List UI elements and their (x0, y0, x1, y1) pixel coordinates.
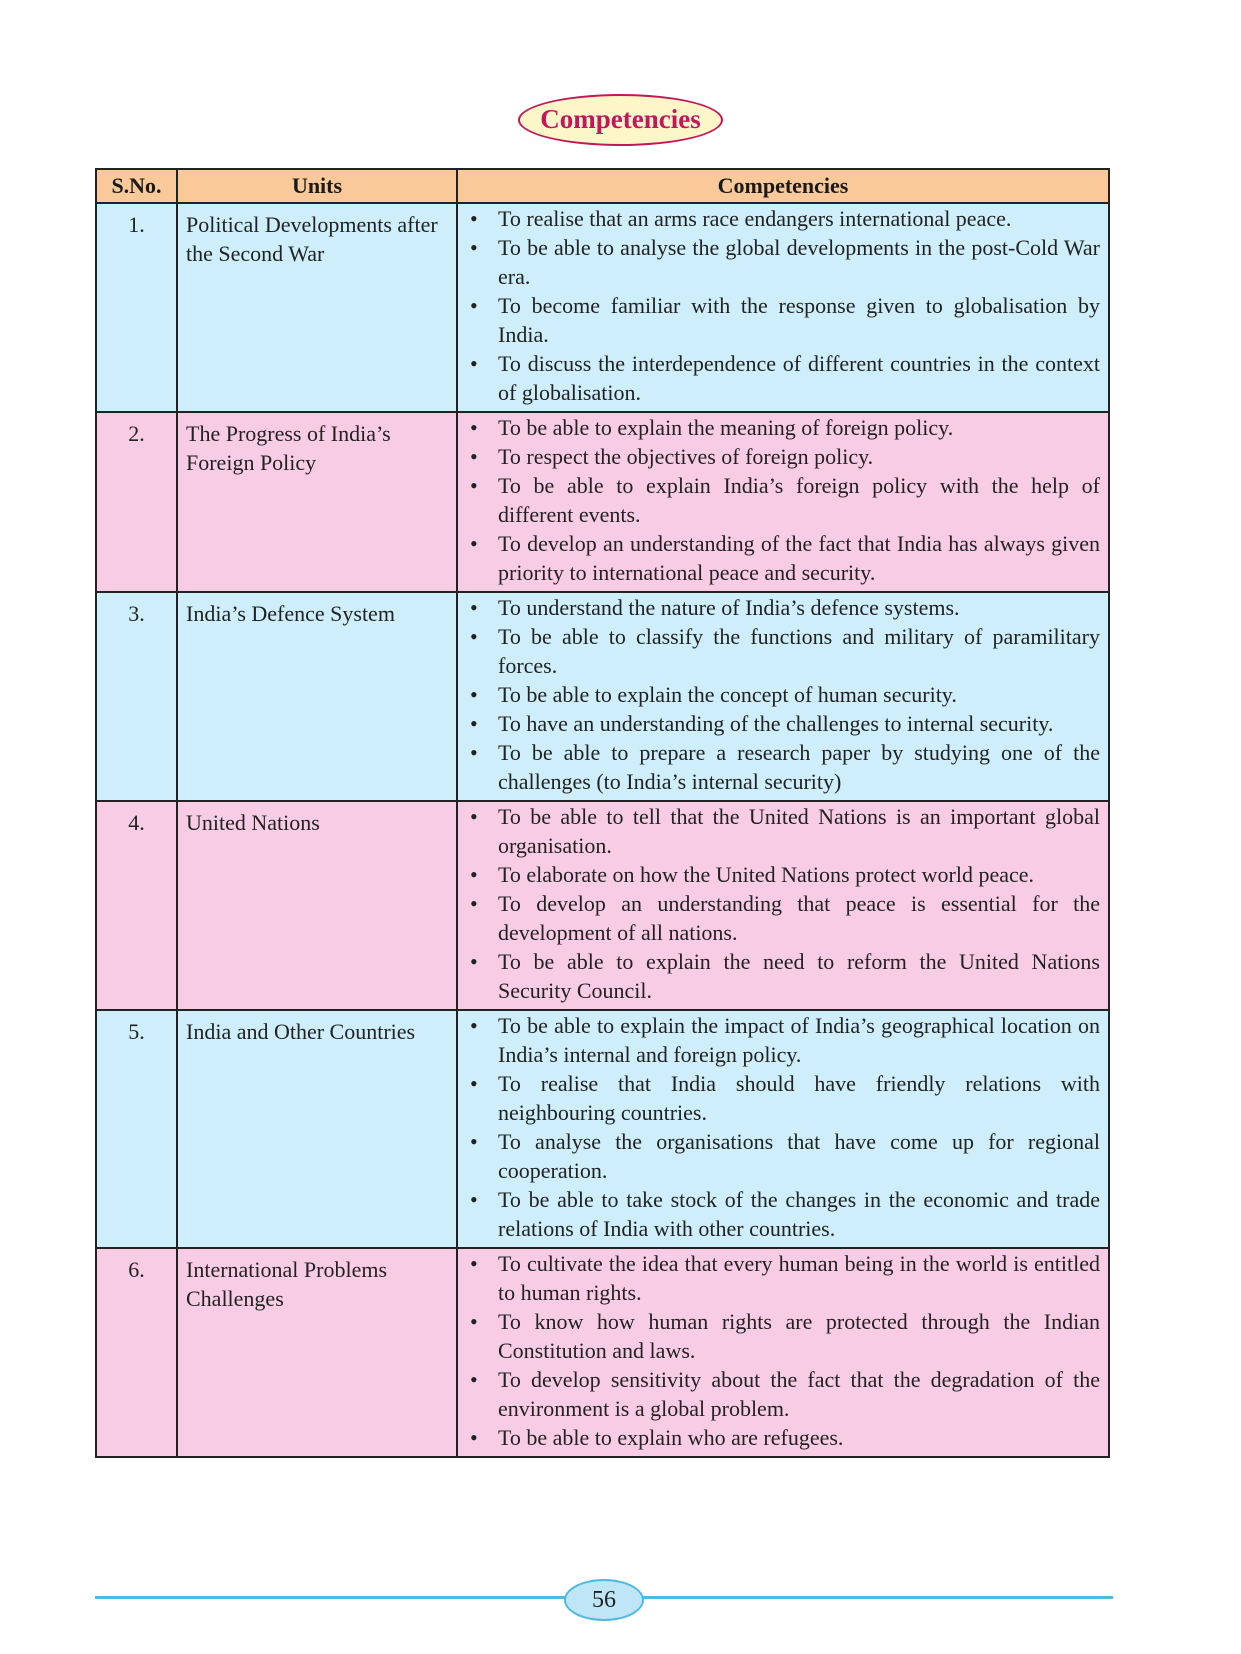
competency-item: • To cultivate the idea that every human being in the world is entitled to human rights. (464, 1249, 1100, 1307)
competency-list (464, 1249, 1100, 1452)
header-sno: S.No. (96, 169, 177, 203)
competency-item: • To be able to prepare a research paper by studying one of the challenges (to India’s internal security) (464, 738, 1100, 796)
competency-item: • To be able to explain who are refugees. (464, 1423, 1100, 1452)
competency-item: • To realise that an arms race endangers international peace. (464, 204, 1100, 233)
competency-list (464, 802, 1100, 1005)
competency-item: • To be able to explain India’s foreign policy with the help of different events. (464, 471, 1100, 529)
competency-item: • To have an understanding of the challenges to internal security. (464, 709, 1100, 738)
competency-item: • To be able to take stock of the changes in the economic and trade relations of India with other countries. (464, 1185, 1100, 1243)
row-sno: 2. (96, 412, 177, 592)
competency-item: • To be able to classify the functions and military of paramilitary forces. (464, 622, 1100, 680)
row-competencies (457, 203, 1109, 412)
competency-item: • To be able to explain the concept of human security. (464, 680, 1100, 709)
row-sno: 3. (96, 592, 177, 801)
competency-item: • To realise that India should have friendly relations with neighbouring countries. (464, 1069, 1100, 1127)
competency-item: • To be able to explain the meaning of foreign policy. (464, 413, 1100, 442)
table-row (96, 412, 1109, 592)
row-unit: India and Other Countries (177, 1010, 457, 1248)
row-competencies (457, 801, 1109, 1010)
row-unit: The Progress of India’s Foreign Policy (177, 412, 457, 592)
competencies-table (95, 168, 1110, 1458)
title-area (0, 94, 1241, 146)
table-row (96, 203, 1109, 412)
row-competencies (457, 1010, 1109, 1248)
row-sno: 1. (96, 203, 177, 412)
table-header-row (96, 169, 1109, 203)
row-sno: 5. (96, 1010, 177, 1248)
competency-item: • To discuss the interdependence of different countries in the context of globalisation. (464, 349, 1100, 407)
row-unit: United Nations (177, 801, 457, 1010)
competency-list (464, 593, 1100, 796)
competency-item: • To know how human rights are protected through the Indian Constitution and laws. (464, 1307, 1100, 1365)
competency-item: • To develop an understanding that peace is essential for the development of all nations. (464, 889, 1100, 947)
competency-item: • To develop an understanding of the fact that India has always given priority to international peace and security. (464, 529, 1100, 587)
table-row (96, 1010, 1109, 1248)
page-number: 56 (564, 1579, 644, 1621)
table-row (96, 801, 1109, 1010)
page-title: Competencies (518, 94, 722, 146)
table-row (96, 592, 1109, 801)
competency-item: • To respect the objectives of foreign policy. (464, 442, 1100, 471)
competency-item: • To become familiar with the response given to globalisation by India. (464, 291, 1100, 349)
competency-item: • To be able to tell that the United Nations is an important global organisation. (464, 802, 1100, 860)
row-sno: 4. (96, 801, 177, 1010)
row-unit: International Problems Challenges (177, 1248, 457, 1457)
row-sno: 6. (96, 1248, 177, 1457)
competency-item: • To develop sensitivity about the fact that the degradation of the environment is a global problem. (464, 1365, 1100, 1423)
row-unit: Political Developments after the Second War (177, 203, 457, 412)
competency-list (464, 1011, 1100, 1243)
row-competencies (457, 592, 1109, 801)
row-competencies (457, 1248, 1109, 1457)
competency-list (464, 204, 1100, 407)
competency-item: • To be able to analyse the global developments in the post-Cold War era. (464, 233, 1100, 291)
header-competencies: Competencies (457, 169, 1109, 203)
row-competencies (457, 412, 1109, 592)
competency-item: • To analyse the organisations that have come up for regional cooperation. (464, 1127, 1100, 1185)
table-row (96, 1248, 1109, 1457)
row-unit: India’s Defence System (177, 592, 457, 801)
competency-item: • To understand the nature of India’s defence systems. (464, 593, 1100, 622)
header-units: Units (177, 169, 457, 203)
competency-item: • To elaborate on how the United Nations protect world peace. (464, 860, 1100, 889)
competency-list (464, 413, 1100, 587)
competency-item: • To be able to explain the need to reform the United Nations Security Council. (464, 947, 1100, 1005)
competency-item: • To be able to explain the impact of India’s geographical location on India’s internal and foreign policy. (464, 1011, 1100, 1069)
